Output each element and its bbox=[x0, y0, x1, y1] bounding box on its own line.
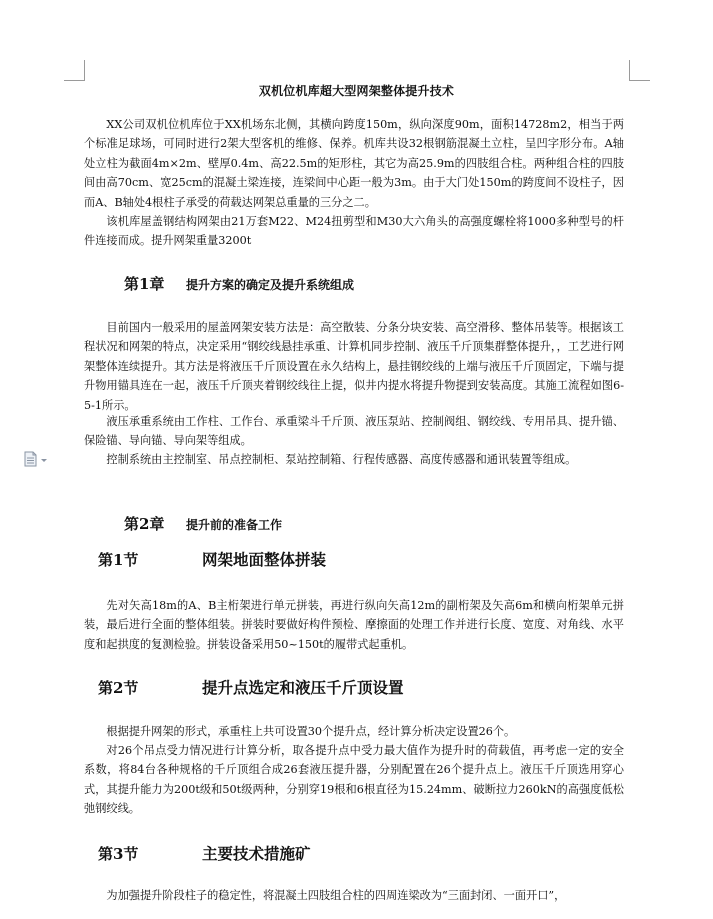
intro-paragraph-1: XX公司双机位机库位于XX机场东北侧，其横向跨度150m，纵向深度90m，面积14728m2，相当于两个标准足球场，可同时进行2架大型客机的维修、保养。机库共设32根钢筋混凝土立柱，呈凹字形分布。A轴处立柱为截面4m×2m、壁厚0.4m、高22.5m的矩形柱，其它为高25.9m的四肢组合柱。两种组合柱的四肢间由高70cm、宽25cm的混凝土梁连接，连梁间中心距一般为3m。由于大门处150m的跨度间不设柱子，因而A、B轴处4根柱子承受的荷载达网架总重量的三分之二。 bbox=[84, 118, 624, 209]
chapter-1-paragraph-3: 控制系统由主控制室、吊点控制柜、泵站控制箱、行程传感器、高度传感器和通讯装置等组成。 bbox=[106, 453, 577, 466]
chapter-1-paragraph-1: 目前国内一般采用的屋盖网架安装方法是：高空散装、分条分块安装、高空滑移、整体吊装等。根据该工程状况和网架的特点，决定采用“钢绞线悬挂承重、计算机同步控制、液压千斤顶集群整体提升，，工艺进行网架整体连续提升。其方法是将液压千斤顶设置在永久结构上，悬挂钢绞线的上端与液压千斤顶固定，下端与提升物用锚具连在一起，液压千斤顶夹着钢绞线往上提，似井内提水将提升物提到安装高度。其施工流程如图6-5-1所示。 bbox=[84, 321, 624, 412]
section-2-paragraph-2: 对26个吊点受力情况进行计算分析，取各提升点中受力最大值作为提升时的荷载值，再考虑一定的安全系数，将84台各种规格的千斤顶组合成26套液压提升器，分别配置在26个提升点上。液压千斤顶选用穿心式，其提升能力为200t级和50t级两种，分别穿19根和6根直径为15.24mm、破断拉力260kN的高强度低松弛钢绞线。 bbox=[84, 744, 624, 816]
document-options-icon[interactable] bbox=[22, 451, 52, 467]
section-1-paragraph-1: 先对矢高18m的A、B主桁架进行单元拼装，再进行纵向矢高12m的副桁架及矢高6m和横向桁架单元拼装，最后进行全面的整体组装。拼装时要做好构件预检、摩擦面的处理工作并进行长度、宽度、对角线、水平度和起拱度的复测检验。拼装设备采用50~150t的履带式起重机。 bbox=[84, 599, 624, 651]
chapter-2-number: 第2章 bbox=[124, 515, 165, 533]
section-1-number: 第1节 bbox=[98, 551, 139, 569]
chapter-2-title: 提升前的准备工作 bbox=[186, 518, 283, 532]
page-corner-mark-top-left bbox=[64, 60, 85, 81]
chapter-1-number: 第1章 bbox=[124, 275, 165, 293]
section-2-heading bbox=[98, 676, 404, 698]
chapter-1-title: 提升方案的确定及提升系统组成 bbox=[186, 278, 355, 292]
section-3-heading bbox=[98, 842, 311, 864]
page-corner-mark-top-right bbox=[629, 60, 650, 81]
chapter-2-heading bbox=[124, 513, 282, 534]
section-3-title: 主要技术措施矿 bbox=[202, 844, 311, 863]
section-2-number: 第2节 bbox=[98, 679, 139, 697]
section-1-title: 网架地面整体拼装 bbox=[202, 550, 327, 569]
section-1-heading bbox=[98, 548, 326, 570]
section-2-paragraph-1: 根据提升网架的形式，承重柱上共可设置30个提升点，经计算分析决定设置26个。 bbox=[106, 725, 516, 738]
section-3-paragraph-1: 为加强提升阶段柱子的稳定性，将混凝土四肢组合柱的四周连梁改为“三面封闭、一面开口”， bbox=[106, 889, 566, 902]
section-2-title: 提升点选定和液压千斤顶设置 bbox=[202, 678, 404, 697]
section-3-number: 第3节 bbox=[98, 845, 139, 863]
chapter-1-heading bbox=[124, 273, 354, 294]
intro-paragraph-2: 该机库屋盖钢结构网架由21万套M22、M24扭剪型和M30大六角头的高强度螺栓将1000多种型号的杆件连接而成。提升网架重量3200t bbox=[84, 215, 624, 248]
chapter-1-paragraph-2: 液压承重系统由工作柱、工作台、承重梁斗千斤顶、液压泵站、控制阀组、钢绞线、专用吊具、提升锚、保险锚、导向锚、导向架等组成。 bbox=[84, 415, 624, 448]
document-title: 双机位机库超大型网架整体提升技术 bbox=[258, 84, 455, 98]
